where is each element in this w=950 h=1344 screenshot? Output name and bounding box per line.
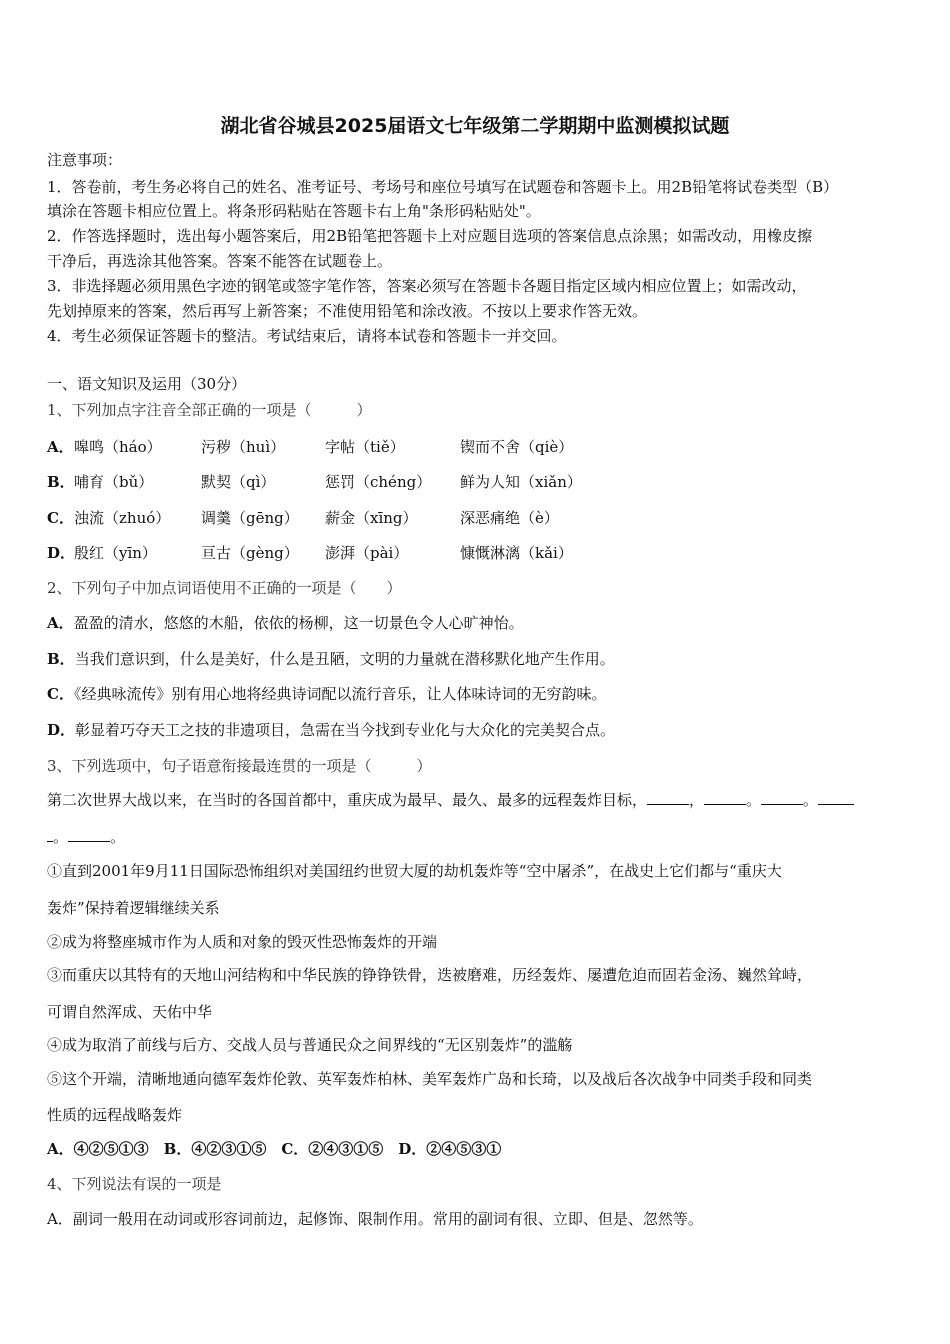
question-4-stem: 4、下列说法有误的一项是 [47, 1175, 222, 1193]
question-2-stem: 2、下列句子中加点词语使用不正确的一项是（ ） [47, 579, 402, 597]
answer-blank [68, 827, 110, 842]
option-item: 慷慨淋漓（kǎi） [460, 544, 573, 562]
section-heading: 一、语文知识及运用（30分） [47, 375, 247, 393]
notice-line: 干净后，再选涂其他答案。答案不能答在试题卷上。 [47, 252, 393, 270]
option-item: 默契（qì） [201, 473, 276, 491]
notice-line: 3．非选择题必须用黑色字迹的钢笔或签字笔作答，答案必须写在答题卡各题目指定区域内相应位置上；如需改动， [47, 277, 807, 295]
answer-blank [761, 790, 803, 805]
option-label: A． [47, 438, 74, 456]
q3-item: 性质的远程战略轰炸 [47, 1106, 183, 1124]
option-label: A． [47, 614, 74, 632]
q3-item: ⑤这个开端，清晰地通向德军轰炸伦敦、英军轰炸柏林、美军轰炸广岛和长琦，以及战后各次战争中同类手段和同类 [47, 1070, 813, 1088]
option-label: D． [47, 544, 76, 562]
option-label: C． [47, 509, 74, 527]
option-item: 嗥鸣（háo） [74, 438, 162, 456]
option-text: 当我们意识到，什么是美好，什么是丑陋，文明的力量就在潜移默化地产生作用。 [74, 650, 615, 668]
option-item: 殷红（yīn） [74, 544, 157, 562]
q3-item: 轰炸”保持着逻辑继续关系 [47, 899, 220, 917]
option-text: 盈盈的清水，悠悠的木船，依依的杨柳，这一切景色令人心旷神怡。 [73, 614, 524, 632]
q3-item: ①直到2001年9月11日国际恐怖组织对美国纽约世贸大厦的劫机轰炸等“空中屠杀”，在战史上它们都与“重庆大 [47, 862, 782, 880]
q3-passage-cont [47, 827, 125, 847]
q3-item: 可谓自然浑成、天佑中华 [47, 1003, 213, 1021]
option-item: 污秽（huì） [201, 438, 286, 456]
option-item: 锲而不舍（qiè） [460, 438, 574, 456]
q3-item: ④成为取消了前线与后方、交战人员与普通民众之间界线的“无区别轰炸”的滥觞 [47, 1036, 573, 1054]
option-item: 惩罚（chéng） [325, 473, 432, 491]
option-label: B． [47, 650, 75, 668]
answer-blank [818, 790, 854, 805]
q3-item: ②成为将整座城市作为人质和对象的毁灭性恐怖轰炸的开端 [47, 933, 438, 951]
q3-passage [47, 790, 854, 810]
option-item: 鲜为人知（xiǎn） [460, 473, 582, 491]
separator: 。 [803, 791, 819, 809]
option-item: 字帖（tiě） [325, 438, 405, 456]
option-item: 深恶痛绝（è） [460, 509, 559, 527]
option-label: C． [47, 685, 74, 703]
question-1-stem: 1、下列加点字注音全部正确的一项是（ ） [47, 401, 372, 419]
answer-blank [647, 790, 689, 805]
option-label: B． [47, 473, 75, 491]
notice-line: 4．考生必须保证答题卡的整洁。考试结束后，请将本试卷和答题卡一并交回。 [47, 327, 567, 345]
option-text: 彰显着巧夺天工之技的非遗项目，急需在当今找到专业化与大众化的完美契合点。 [75, 721, 616, 739]
option-item: 浊流（zhuó） [74, 509, 171, 527]
notice-line: 2．作答选择题时，选出每小题答案后，用2B铅笔把答题卡上对应题目选项的答案信息点涂黑；如需改动，用橡皮擦 [47, 227, 813, 245]
answer-blank [704, 790, 746, 805]
q2-option-d [47, 720, 615, 740]
passage-text: 第二次世界大战以来，在当时的各国首都中，重庆成为最早、最久、最多的远程轰炸目标， [47, 791, 648, 809]
q2-option-b [47, 649, 615, 669]
separator: 。 [53, 828, 69, 846]
q2-option-c [47, 684, 606, 704]
q3-answers: A．④②⑤①③ B．④②③①⑤ C．②④③①⑤ D．②④⑤③① [47, 1140, 502, 1158]
separator: ， [689, 791, 705, 809]
q4-option-a: A．副词一般用在动词或形容词前边，起修饰、限制作用。常用的副词有很、立即、但是、忽然等。 [47, 1210, 703, 1228]
q2-option-a [47, 613, 524, 633]
question-3-stem: 3、下列选项中，句子语意衔接最连贯的一项是（ ） [47, 757, 432, 775]
option-item: 澎湃（pài） [325, 544, 409, 562]
option-item: 薪金（xīng） [325, 509, 418, 527]
option-label: D． [47, 721, 76, 739]
option-text: 《经典咏流传》别有用心地将经典诗词配以流行音乐，让人体味诗词的无穷韵味。 [73, 685, 607, 703]
q3-item: ③而重庆以其特有的天地山河结构和中华民族的铮铮铁骨，迭被磨难，历经轰炸、屡遭危迫而固若金汤、巍然耸峙， [47, 966, 813, 984]
option-item: 调羹（gēng） [201, 509, 299, 527]
separator: 。 [110, 828, 126, 846]
option-item: 哺育（bǔ） [74, 473, 154, 491]
notice-line: 先划掉原来的答案，然后再写上新答案；不准使用铅笔和涂改液。不按以上要求作答无效。 [47, 302, 648, 320]
notice-line: 填涂在答题卡相应位置上。将条形码粘贴在答题卡右上角"条形码粘贴处"。 [47, 202, 541, 220]
option-item: 亘古（gèng） [201, 544, 299, 562]
separator: 。 [746, 791, 762, 809]
page-title: 湖北省谷城县2025届语文七年级第二学期期中监测模拟试题 [220, 115, 730, 137]
notice-header: 注意事项： [47, 151, 123, 169]
notice-line: 1．答卷前，考生务必将自己的姓名、准考证号、考场号和座位号填写在试题卷和答题卡上。用2B铅笔将试卷类型（B） [47, 178, 839, 196]
